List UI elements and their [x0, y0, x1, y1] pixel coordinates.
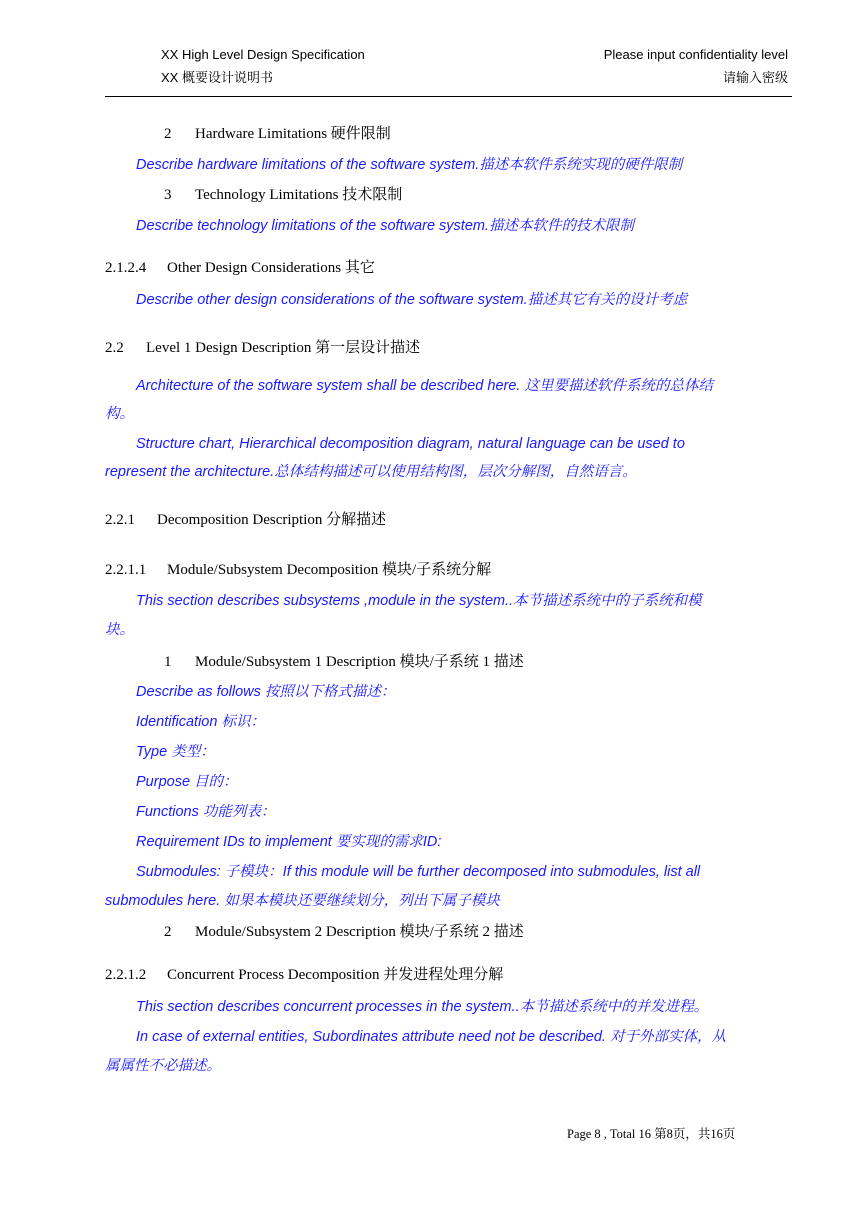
header-title-en: XX High Level Design Specification [161, 47, 365, 62]
heading-number: 2.2.1 [105, 512, 135, 528]
heading-number: 3 [164, 187, 172, 203]
technology-limitations-desc: Describe technology limitations of the software system.描述本软件的技术限制 [136, 218, 634, 234]
module-1-functions: Functions 功能列表： [136, 804, 276, 820]
heading-text: Module/Subsystem 2 Description 模块/子系统 2 描述 [195, 924, 524, 940]
heading-number: 2 [164, 924, 172, 940]
heading-text: Level 1 Design Description 第一层设计描述 [146, 340, 421, 356]
header-confidentiality-en: Please input confidentiality level [603, 47, 788, 62]
heading-text: Decomposition Description 分解描述 [157, 512, 387, 528]
section-2212-desc1: This section describes concurrent processes in the system..本节描述系统中的并发进程。 [136, 999, 709, 1015]
header-title-cn: XX 概要设计说明书 [161, 70, 273, 85]
hardware-limitations-desc: Describe hardware limitations of the software system.描述本软件系统实现的硬件限制 [136, 157, 683, 173]
heading-number: 2 [164, 126, 172, 142]
hardware-limitations-heading [164, 124, 391, 144]
heading-number: 2.2 [105, 340, 124, 356]
heading-text: Other Design Considerations 其它 [167, 260, 375, 276]
section-2211-desc-line2: 块。 [105, 622, 134, 638]
header-divider [105, 96, 792, 97]
section-22-heading [105, 338, 420, 358]
module-1-type: Type 类型： [136, 744, 215, 760]
heading-number: 2.2.1.2 [105, 967, 147, 983]
section-2211-heading [105, 560, 491, 580]
module-1-submodules-line1: Submodules: 子模块：If this module will be further decomposed into submodules, list all [136, 864, 701, 880]
heading-text: Concurrent Process Decomposition 并发进程处理分解 [167, 967, 504, 983]
section-2124-heading [105, 258, 375, 278]
section-22-para2-line2: represent the architecture.总体结构描述可以使用结构图，层次分解图，自然语言。 [105, 464, 637, 480]
section-22-para1-line1: Architecture of the software system shall be described here. 这里要描述软件系统的总体结 [136, 378, 713, 394]
technology-limitations-heading [164, 185, 402, 205]
header-confidentiality-cn: 请输入密级 [722, 70, 788, 85]
heading-text: Technology Limitations 技术限制 [195, 187, 403, 203]
heading-text: Module/Subsystem Decomposition 模块/子系统分解 [167, 562, 492, 578]
heading-number: 2.1.2.4 [105, 260, 147, 276]
section-2212-desc2-line1: In case of external entities, Subordinates attribute need not be described. 对于外部实体，从 [136, 1029, 726, 1045]
module-1-heading [164, 652, 524, 672]
heading-number: 2.2.1.1 [105, 562, 147, 578]
heading-text: Module/Subsystem 1 Description 模块/子系统 1 描述 [195, 654, 524, 670]
module-1-submodules-line2: submodules here. 如果本模块还要继续划分，列出下属子模块 [105, 893, 500, 909]
module-1-purpose: Purpose 目的： [136, 774, 238, 790]
section-2212-desc2-line2: 属属性不必描述。 [105, 1058, 221, 1074]
heading-text: Hardware Limitations 硬件限制 [195, 126, 391, 142]
module-1-requirements: Requirement IDs to implement 要实现的需求ID: [136, 834, 442, 850]
module-2-heading [164, 922, 524, 942]
section-22-para2-line1: Structure chart, Hierarchical decomposition diagram, natural language can be used to [136, 436, 685, 452]
page-footer: Page 8 , Total 16 第8页，共16页 [567, 1127, 736, 1141]
module-1-identification: Identification 标识： [136, 714, 265, 730]
module-1-describe: Describe as follows 按照以下格式描述： [136, 684, 396, 700]
section-2211-desc-line1: This section describes subsystems ,module in the system..本节描述系统中的子系统和模 [136, 593, 702, 609]
section-22-para1-line2: 构。 [105, 406, 134, 422]
section-221-heading [105, 510, 386, 530]
heading-number: 1 [164, 654, 172, 670]
section-2212-heading [105, 965, 503, 985]
section-2124-desc: Describe other design considerations of the software system.描述其它有关的设计考虑 [136, 292, 688, 308]
